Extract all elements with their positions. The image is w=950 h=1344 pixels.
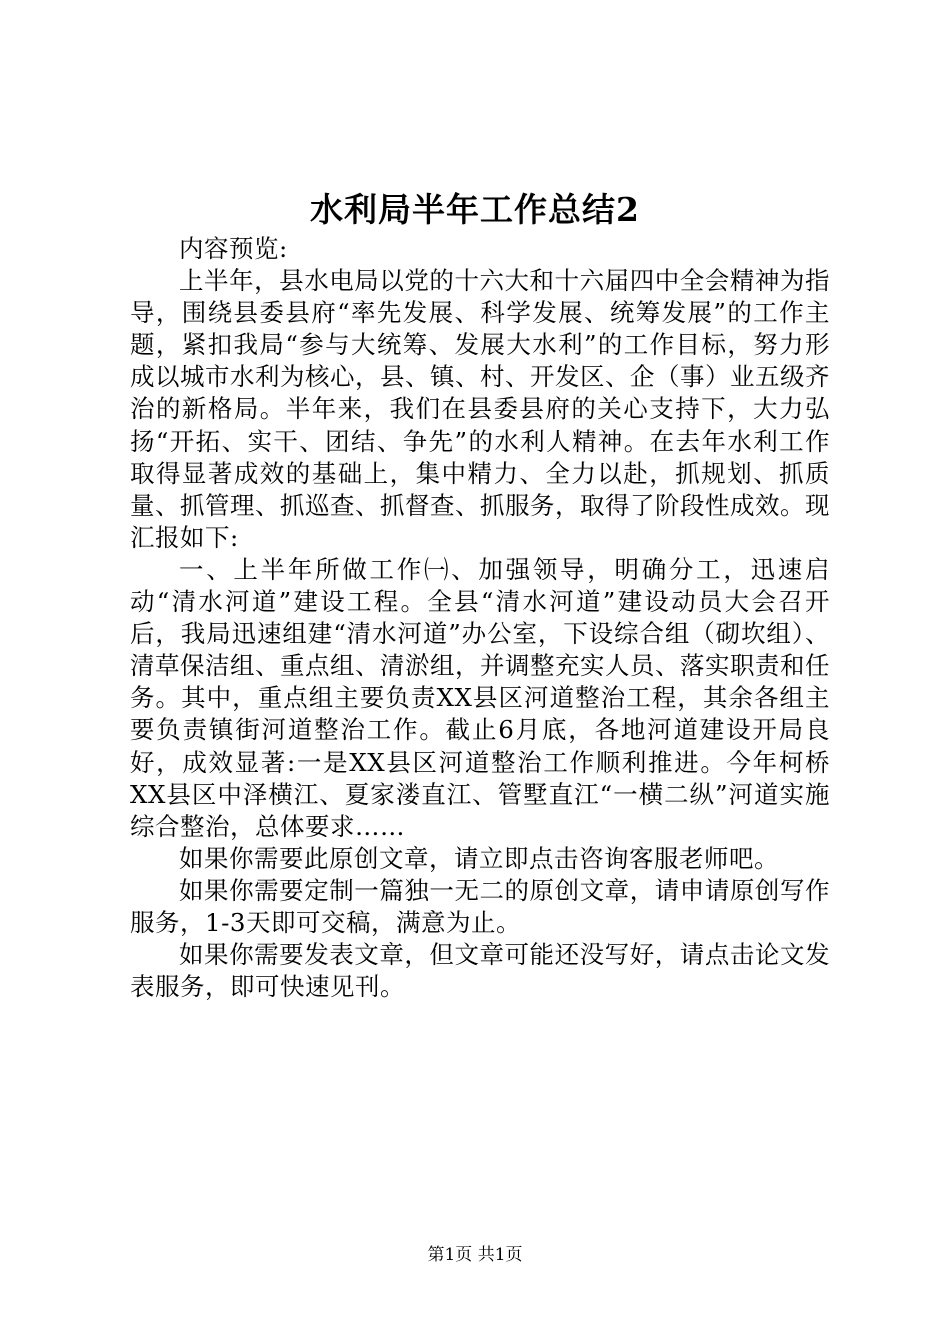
document-body bbox=[130, 233, 830, 1003]
preview-label: 内容预览: bbox=[179, 234, 288, 263]
promo-paragraph: 如果你需要定制一篇独一无二的原创文章，请申请原创写作服务，1-3天即可交稿，满意为止。 bbox=[130, 875, 830, 937]
promo-paragraph: 如果你需要此原创文章，请立即点击咨询客服老师吧。 bbox=[179, 843, 779, 873]
body-paragraph: 一、上半年所做工作㈠、加强领导，明确分工，迅速启动“清水河道”建设工程。全县“清水河道”建设动员大会召开后，我局迅速组建“清水河道”办公室，下设综合组（砌坎组）、清草保洁组、重点组、清淤组，并调整充实人员、落实职责和任务。其中，重点组主要负责XX县区河道整治工程，其余各组主要负责镇街河道整治工作。截止6月底，各地河道建设开局良好，成效显著:一是XX县区河道整治工作顺利推进。今年柯桥XX县区中泽横江、夏家溇直江、管墅直江“一横二纵”河道实施综合整治，总体要求…… bbox=[130, 554, 830, 841]
body-paragraph: 上半年，县水电局以党的十六大和十六届四中全会精神为指导，围绕县委县府“率先发展、科学发展、统筹发展”的工作主题，紧扣我局“参与大统筹、发展大水利”的工作目标，努力形成以城市水利为核心，县、镇、村、开发区、企（事）业五级齐治的新格局。半年来，我们在县委县府的关心支持下，大力弘扬“开拓、实干、团结、争先”的水利人精神。在去年水利工作取得显著成效的基础上，集中精力、全力以赴，抓规划、抓质量、抓管理、抓巡查、抓督查、抓服务，取得了阶段性成效。现汇报如下: bbox=[130, 266, 830, 552]
page-footer: 第1页 共1页 bbox=[427, 1245, 523, 1265]
promo-paragraph: 如果你需要发表文章，但文章可能还没写好，请点击论文发表服务，即可快速见刊。 bbox=[130, 940, 830, 1002]
document-title: 水利局半年工作总结2 bbox=[310, 190, 640, 229]
